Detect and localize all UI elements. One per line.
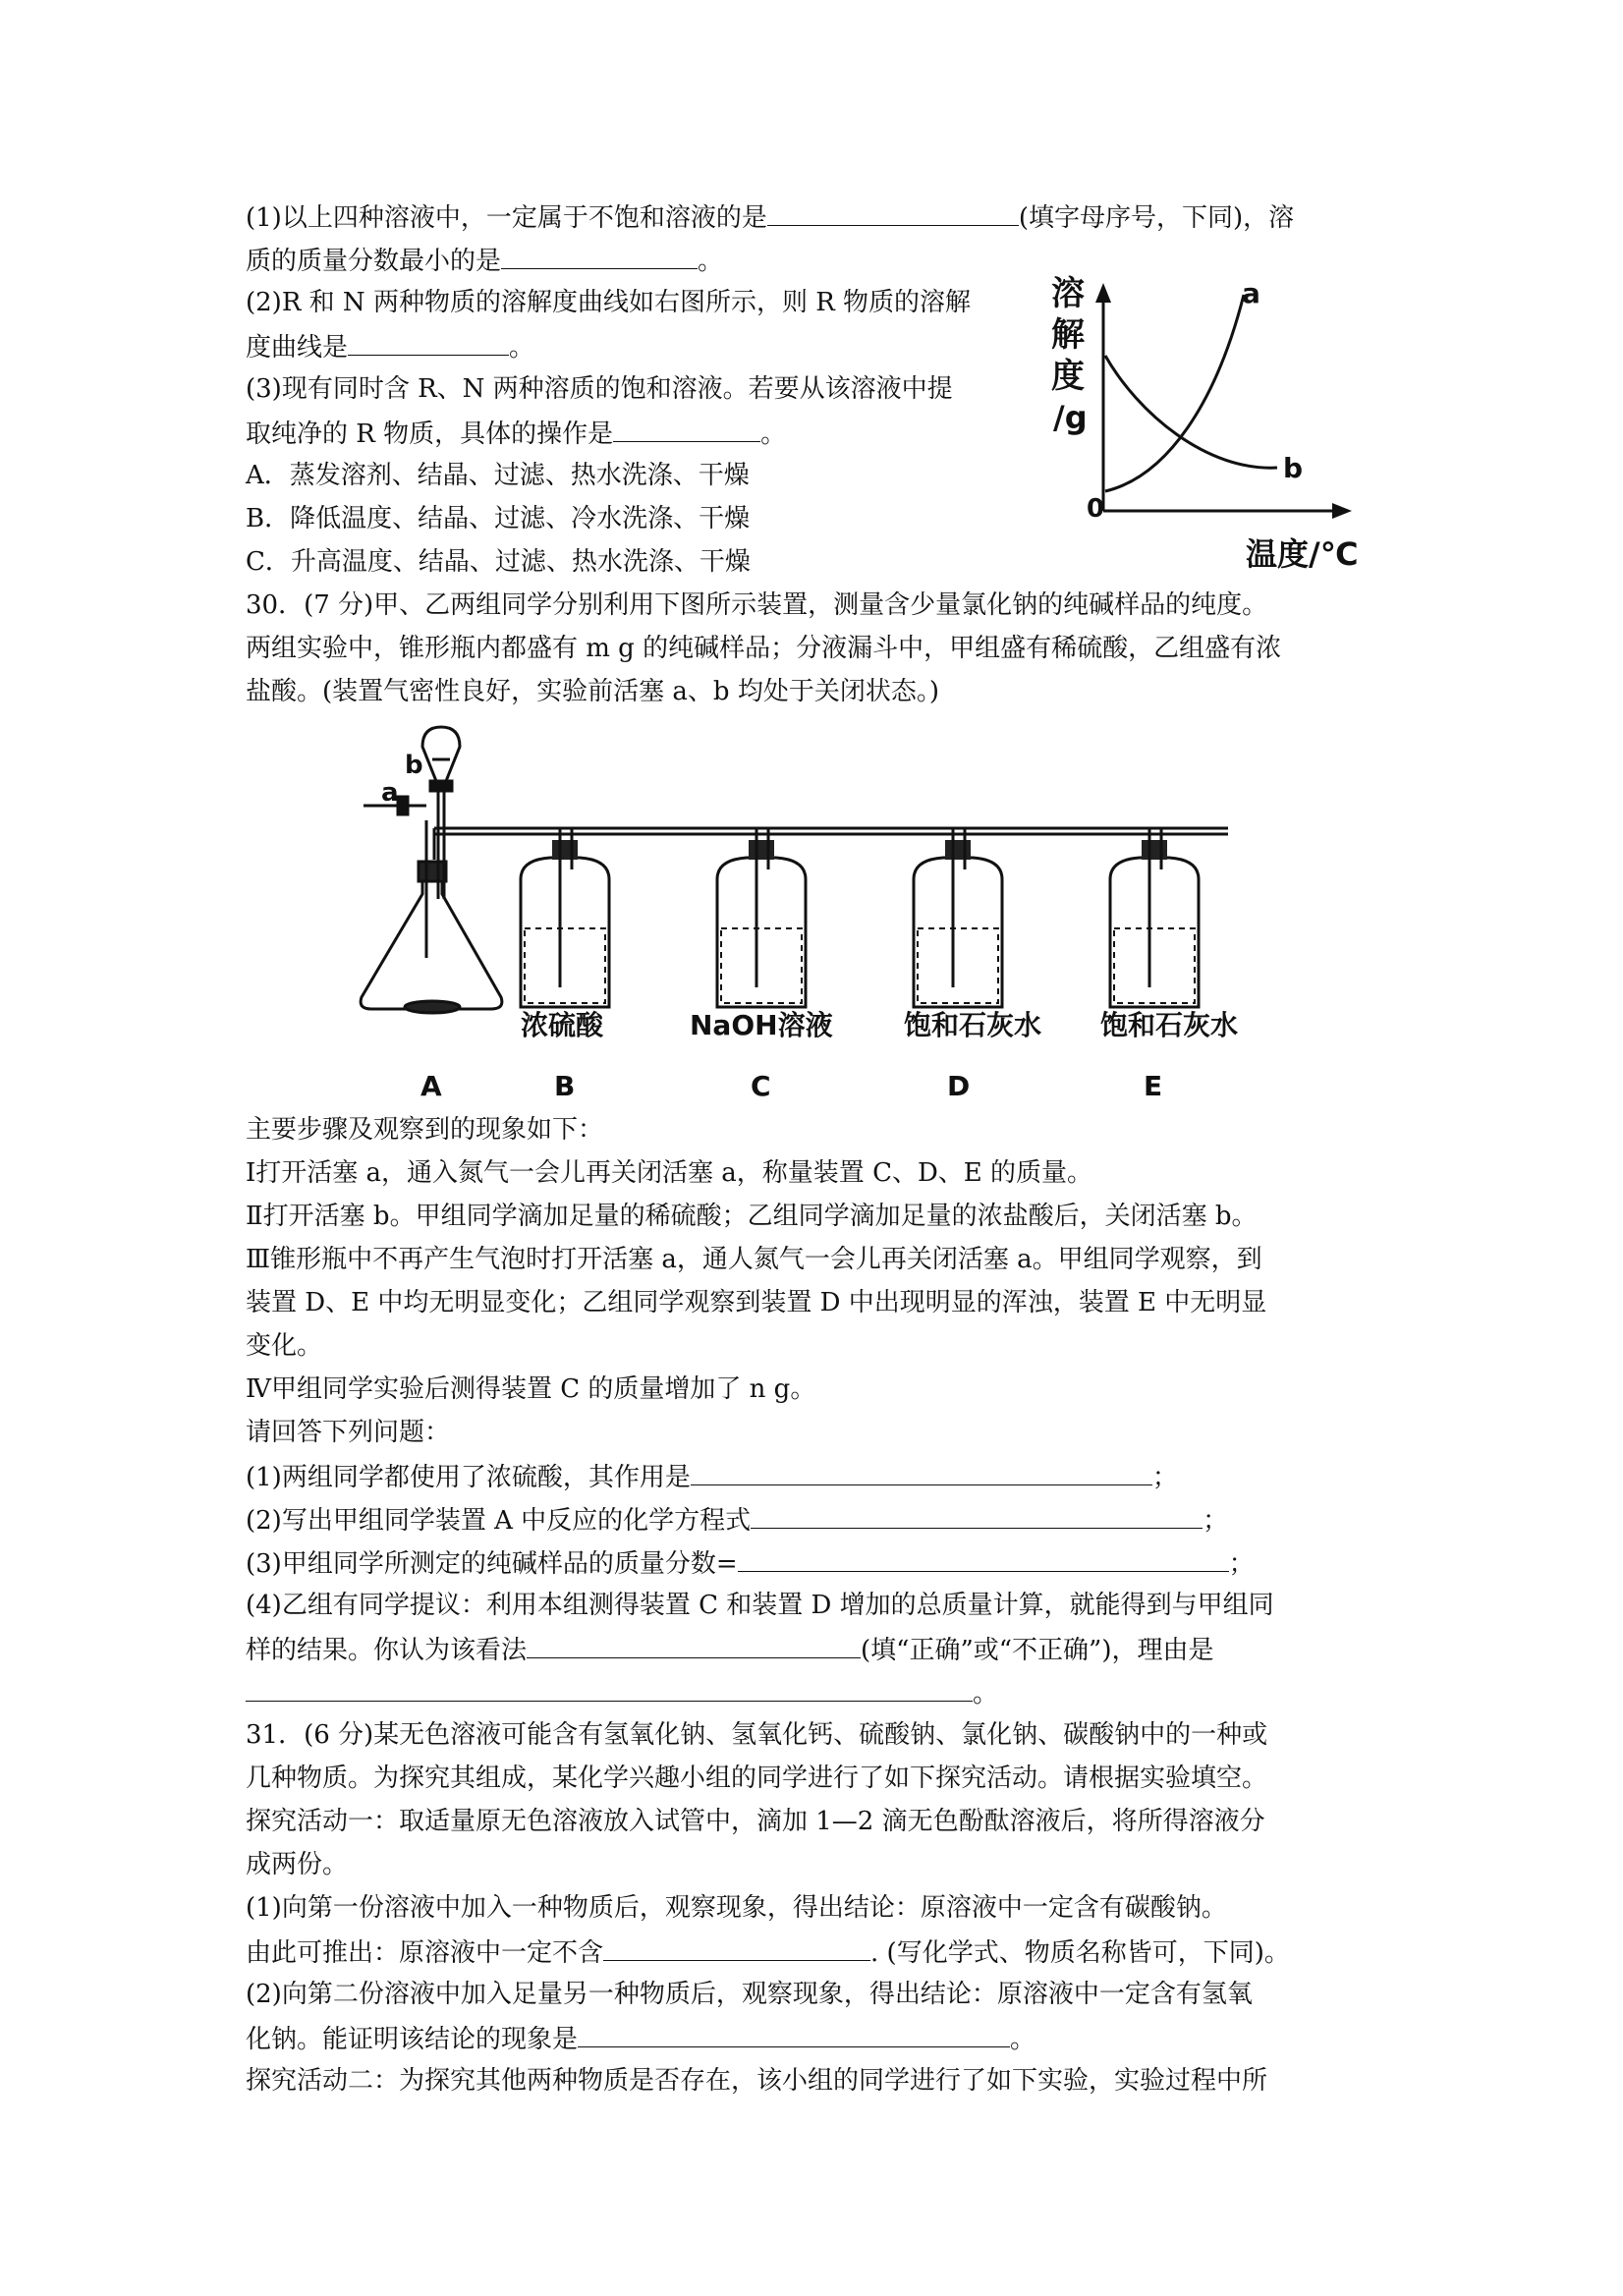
text: (1)两组同学都使用了浓硫酸，其作用是: [246, 1463, 691, 1492]
q31-line: [246, 1891, 1227, 1925]
option-c: [246, 545, 751, 579]
q30-line: [246, 588, 1267, 622]
text: (2)写出甲组同学装置 A 中反应的化学方程式: [246, 1506, 752, 1536]
text: 几种物质。为探究其组成，某化学兴趣小组的同学进行了如下探究活动。请根据实验填空。: [246, 1764, 1268, 1793]
text: 31．(6 分)某无色溶液可能含有氢氧化钠、氢氧化钙、硫酸钠、氯化钠、碳酸钠中的一种或: [246, 1720, 1268, 1750]
text: (1)向第一份溶液中加入一种物质后，观察现象，得出结论：原溶液中一定含有碳酸钠。: [246, 1893, 1227, 1923]
answer-blank[interactable]: [603, 1934, 870, 1961]
answer-blank[interactable]: [246, 1675, 973, 1702]
text: ；: [1151, 1463, 1178, 1492]
text: Ⅰ打开活塞 a，通入氮气一会儿再关闭活塞 a，称量装置 C、D、E 的质量。: [246, 1158, 1093, 1188]
bottle-e: [1110, 828, 1199, 1007]
text: 由此可推出：原溶液中一定不含: [246, 1938, 604, 1968]
solubility-graph: [1049, 265, 1373, 570]
curve-b-label: b: [1283, 452, 1304, 484]
q30-4-reason: [246, 1675, 998, 1710]
step-3-cont: [246, 1286, 1266, 1319]
sample-solid: [405, 1001, 460, 1013]
q30-1: [246, 1459, 1178, 1494]
q30-line: [246, 675, 939, 708]
text: 请回答下列问题：: [246, 1418, 451, 1447]
valve-a: [398, 797, 408, 814]
valve-a-label: a: [381, 778, 399, 808]
step-3: [246, 1243, 1262, 1276]
step-1: [246, 1156, 1092, 1190]
q30-4: [246, 1589, 1274, 1622]
letter-a: A: [420, 1070, 442, 1102]
text: B．降低温度、结晶、过滤、冷水洗涤、干燥: [246, 504, 751, 533]
separatory-funnel: [422, 727, 460, 781]
q30-3: [246, 1545, 1255, 1581]
q30-line: [246, 632, 1281, 665]
text: (2)向第二份溶液中加入足量另一种物质后，观察现象，得出结论：原溶液中一定含有氢氧: [246, 1980, 1253, 2009]
q29-part3-line2: [246, 416, 786, 451]
text: 质的质量分数最小的是: [246, 247, 502, 276]
letter-b: B: [554, 1070, 576, 1102]
q31-1-blank-line: [246, 1934, 1290, 1970]
q31-line: [246, 1762, 1267, 1795]
q31-line: [246, 1718, 1267, 1752]
answer-blank[interactable]: [751, 1502, 1203, 1529]
curve-a-label: a: [1242, 277, 1260, 309]
text: 。: [973, 1679, 999, 1708]
steps-intro: [246, 1113, 603, 1147]
text: (3)甲组同学所测定的纯碱样品的质量分数=: [246, 1549, 738, 1579]
bottle-c-label: NaOH溶液: [690, 1009, 833, 1041]
answer-blank[interactable]: [738, 1545, 1229, 1572]
step-3-cont: [246, 1329, 322, 1363]
option-b: [246, 502, 750, 535]
text: 取纯净的 R 物质，具体的操作是: [246, 420, 614, 449]
text: 样的结果。你认为该看法: [246, 1636, 528, 1665]
answer-blank[interactable]: [613, 416, 760, 442]
q29-part1-line2: [246, 243, 723, 278]
text: (填“正确”或“不正确”)，理由是: [861, 1636, 1214, 1665]
text: 两组实验中，锥形瓶内都盛有 m g 的纯碱样品；分液漏斗中，甲组盛有稀硫酸，乙组盛有浓: [246, 634, 1282, 663]
curve-b: [1105, 356, 1277, 468]
text: 主要步骤及观察到的现象如下：: [246, 1115, 604, 1145]
text: 盐酸。(装置气密性良好，实验前活塞 a、b 均处于关闭状态。): [246, 677, 939, 706]
valve-b-label: b: [405, 751, 423, 780]
ylabel-char: 度: [1051, 357, 1085, 396]
ylabel-char: 解: [1051, 315, 1085, 355]
text: (4)乙组有同学提议：利用本组测得装置 C 和装置 D 增加的总质量计算，就能得到与甲组同: [246, 1591, 1274, 1620]
answer-blank[interactable]: [527, 1632, 861, 1658]
letter-c: C: [751, 1070, 771, 1102]
flask-stopper: [419, 862, 446, 881]
text: ；: [1228, 1549, 1255, 1579]
text: (3)现有同时含 R、N 两种溶质的饱和溶液。若要从该溶液中提: [246, 374, 953, 404]
text: 探究活动一：取适量原无色溶液放入试管中，滴加 1—2 滴无色酚酞溶液后，将所得溶液分: [246, 1807, 1265, 1836]
answer-blank[interactable]: [767, 199, 1019, 226]
text: 。: [509, 333, 535, 363]
ylabel-unit: /g: [1053, 399, 1088, 436]
text: 30．(7 分)甲、乙两组同学分别利用下图所示装置，测量含少量氯化钠的纯碱样品的纯度。: [246, 590, 1268, 620]
q30-4-cont: [246, 1632, 1213, 1667]
questions-intro: [246, 1416, 450, 1449]
letter-e: E: [1144, 1070, 1163, 1102]
text: C．升高温度、结晶、过滤、热水洗涤、干燥: [246, 547, 751, 577]
text: 。: [1010, 2025, 1036, 2054]
answer-blank[interactable]: [691, 1459, 1152, 1485]
xlabel: 温度/℃: [1246, 535, 1359, 570]
q30-2: [246, 1502, 1228, 1538]
text: (填字母序号，下同)，溶: [1018, 203, 1295, 233]
bottle-b: [521, 828, 609, 1007]
text: 变化。: [246, 1331, 323, 1361]
letter-d: D: [947, 1070, 971, 1102]
bottle-e-label: 饱和石灰水: [1100, 1009, 1239, 1041]
apparatus-diagram: [344, 722, 1277, 1110]
origin-label: 0: [1087, 494, 1105, 524]
q31-line: [246, 1805, 1265, 1838]
text: 探究活动二：为探究其他两种物质是否存在，该小组的同学进行了如下实验，实验过程中所: [246, 2066, 1268, 2096]
text: ；: [1203, 1506, 1229, 1536]
text: . (写化学式、物质名称皆可，下同)。: [870, 1938, 1290, 1968]
y-axis-arrow-icon: [1095, 283, 1111, 303]
bottle-d-label: 饱和石灰水: [904, 1009, 1042, 1041]
step-2: [246, 1200, 1258, 1233]
q31-line: [246, 2064, 1267, 2098]
text: 。: [698, 247, 724, 276]
step-4: [246, 1372, 815, 1406]
ylabel-char: 溶: [1051, 274, 1085, 313]
bottle-c: [717, 828, 806, 1007]
q31-2-blank-line: [246, 2021, 1035, 2056]
text: 度曲线是: [246, 333, 349, 363]
text: 化钠。能证明该结论的现象是: [246, 2025, 579, 2054]
text: (1)以上四种溶液中，一定属于不饱和溶液的是: [246, 203, 767, 233]
q29-part2-line2: [246, 329, 534, 364]
curve-a: [1105, 295, 1244, 491]
answer-blank[interactable]: [348, 329, 509, 356]
bottle-b-label: 浓硫酸: [521, 1009, 604, 1041]
answer-blank[interactable]: [501, 243, 698, 269]
answer-blank[interactable]: [578, 2021, 1010, 2047]
q29-part1-line: [246, 199, 1294, 235]
q31-line: [246, 1848, 348, 1881]
option-a: [246, 459, 750, 492]
text: 。: [760, 420, 787, 449]
q31-line: [246, 1978, 1253, 2011]
text: 成两份。: [246, 1850, 349, 1879]
bottle-d: [914, 828, 1002, 1007]
valve-b: [430, 781, 452, 791]
text: 装置 D、E 中均无明显变化；乙组同学观察到装置 D 中出现明显的浑浊，装置 E 中无明显: [246, 1288, 1267, 1317]
text: Ⅱ打开活塞 b。甲组同学滴加足量的稀硫酸；乙组同学滴加足量的浓盐酸后，关闭活塞 b。: [246, 1202, 1258, 1231]
q29-part2-line: [246, 286, 971, 319]
text: A．蒸发溶剂、结晶、过滤、热水洗涤、干燥: [246, 461, 750, 490]
x-axis-arrow-icon: [1332, 503, 1352, 519]
text: Ⅳ甲组同学实验后测得装置 C 的质量增加了 n g。: [246, 1374, 816, 1404]
erlenmeyer-flask: [361, 879, 502, 1009]
text: (2)R 和 N 两种物质的溶解度曲线如右图所示，则 R 物质的溶解: [246, 288, 972, 317]
text: Ⅲ锥形瓶中不再产生气泡时打开活塞 a，通人氮气一会儿再关闭活塞 a。甲组同学观察，到: [246, 1245, 1262, 1274]
q29-part3-line: [246, 372, 953, 406]
